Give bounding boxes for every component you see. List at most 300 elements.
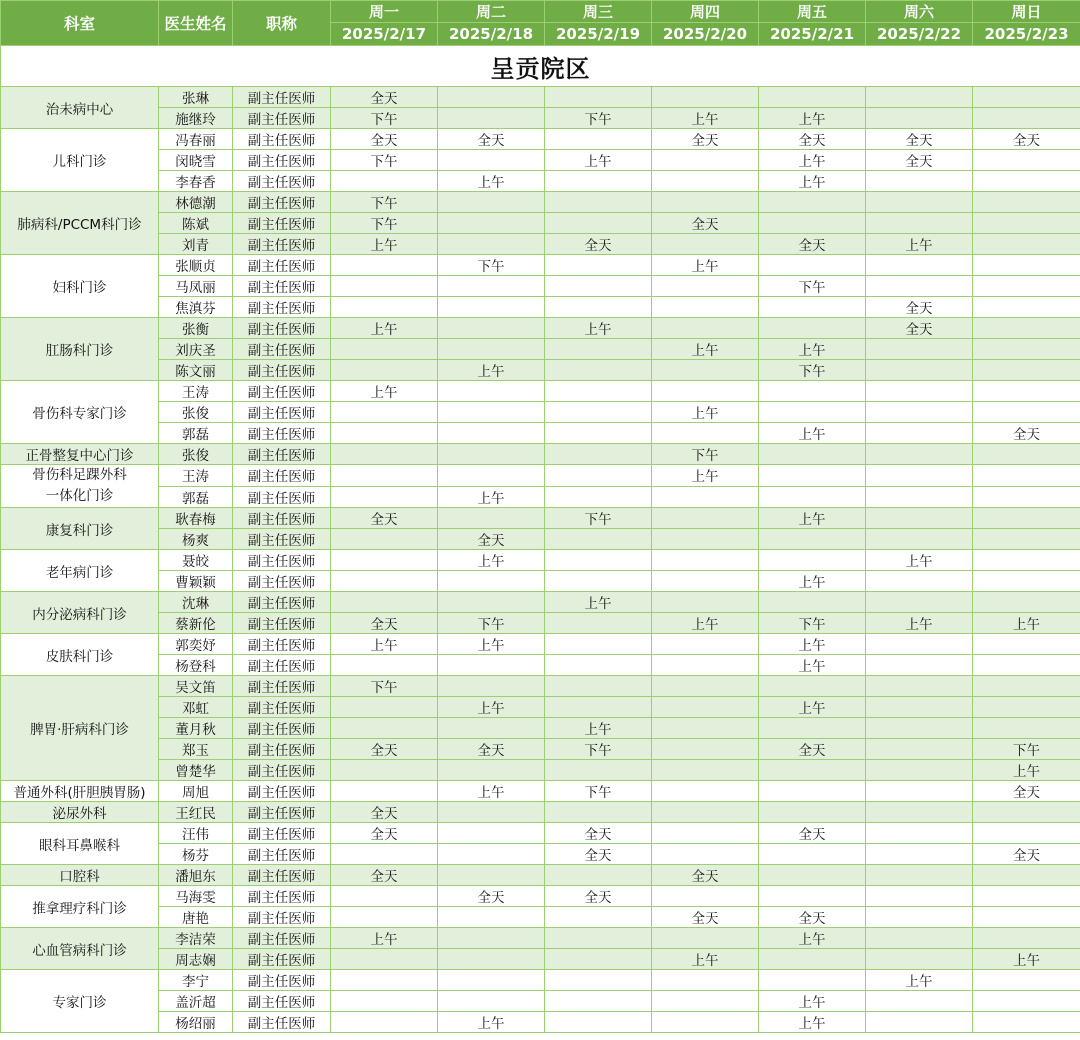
doctor-title: 副主任医师	[233, 297, 331, 318]
doctor-title: 副主任医师	[233, 970, 331, 991]
dept-cell: 妇科门诊	[1, 255, 159, 318]
schedule-slot: 全天	[652, 129, 759, 150]
doctor-name: 刘庆圣	[159, 339, 233, 360]
schedule-slot	[331, 970, 438, 991]
schedule-slot: 全天	[545, 886, 652, 907]
table-row	[1, 150, 1080, 171]
schedule-slot: 上午	[438, 550, 545, 571]
schedule-slot: 全天	[759, 234, 866, 255]
schedule-slot	[652, 886, 759, 907]
schedule-slot	[331, 1012, 438, 1033]
schedule-slot	[866, 844, 973, 865]
header-weekday: 周三	[545, 1, 652, 23]
doctor-title: 副主任医师	[233, 949, 331, 970]
schedule-slot	[652, 360, 759, 381]
table-row	[1, 634, 1080, 655]
schedule-slot: 上午	[759, 423, 866, 444]
schedule-slot: 上午	[331, 381, 438, 402]
schedule-slot: 全天	[545, 234, 652, 255]
schedule-slot	[545, 1012, 652, 1033]
schedule-slot	[866, 886, 973, 907]
doctor-title: 副主任医师	[233, 339, 331, 360]
dept-cell: 脾胃·肝病科门诊	[1, 676, 159, 781]
doctor-name: 林德潮	[159, 192, 233, 213]
schedule-slot	[973, 192, 1080, 213]
schedule-slot	[973, 234, 1080, 255]
schedule-slot	[973, 550, 1080, 571]
schedule-slot: 全天	[438, 739, 545, 760]
table-row	[1, 360, 1080, 381]
schedule-slot	[331, 276, 438, 297]
schedule-slot	[438, 865, 545, 886]
schedule-slot	[331, 297, 438, 318]
schedule-slot: 全天	[652, 865, 759, 886]
doctor-title: 副主任医师	[233, 87, 331, 108]
schedule-slot	[866, 276, 973, 297]
schedule-slot: 全天	[652, 213, 759, 234]
doctor-title: 副主任医师	[233, 571, 331, 592]
doctor-title: 副主任医师	[233, 739, 331, 760]
table-row	[1, 171, 1080, 192]
schedule-slot: 全天	[973, 844, 1080, 865]
doctor-name: 盖沂超	[159, 991, 233, 1012]
schedule-slot	[438, 802, 545, 823]
schedule-slot	[973, 339, 1080, 360]
schedule-slot	[759, 297, 866, 318]
schedule-slot	[438, 655, 545, 676]
schedule-slot	[652, 697, 759, 718]
table-row	[1, 886, 1080, 907]
schedule-slot: 全天	[866, 318, 973, 339]
schedule-slot	[866, 634, 973, 655]
schedule-slot	[759, 949, 866, 970]
dept-cell: 专家门诊	[1, 970, 159, 1033]
header-weekday: 周六	[866, 1, 973, 23]
schedule-slot: 上午	[652, 255, 759, 276]
schedule-slot: 下午	[973, 739, 1080, 760]
dept-cell: 推拿理疗科门诊	[1, 886, 159, 928]
dept-name-line: 骨伤科足踝外科	[32, 467, 127, 483]
schedule-slot: 下午	[759, 276, 866, 297]
schedule-slot	[973, 991, 1080, 1012]
schedule-slot	[759, 318, 866, 339]
schedule-slot	[438, 192, 545, 213]
schedule-slot: 下午	[545, 108, 652, 129]
schedule-slot	[545, 970, 652, 991]
schedule-slot	[759, 381, 866, 402]
schedule-slot	[652, 781, 759, 802]
schedule-slot	[652, 655, 759, 676]
schedule-slot	[866, 423, 973, 444]
schedule-slot	[438, 318, 545, 339]
doctor-title: 副主任医师	[233, 129, 331, 150]
schedule-slot	[973, 571, 1080, 592]
doctor-title: 副主任医师	[233, 360, 331, 381]
table-row	[1, 508, 1080, 529]
schedule-slot: 上午	[866, 970, 973, 991]
schedule-slot	[759, 970, 866, 991]
schedule-slot	[652, 718, 759, 739]
doctor-title: 副主任医师	[233, 402, 331, 423]
schedule-slot	[866, 171, 973, 192]
schedule-slot	[438, 991, 545, 1012]
schedule-slot: 全天	[331, 613, 438, 634]
schedule-slot: 全天	[545, 823, 652, 844]
schedule-slot	[973, 928, 1080, 949]
schedule-slot	[866, 465, 973, 487]
schedule-slot	[438, 381, 545, 402]
dept-cell: 内分泌病科门诊	[1, 592, 159, 634]
doctor-name: 焦滇芬	[159, 297, 233, 318]
schedule-slot	[866, 402, 973, 423]
doctor-title: 副主任医师	[233, 444, 331, 465]
table-row	[1, 1012, 1080, 1033]
schedule-slot	[973, 592, 1080, 613]
header-date: 2025/2/19	[545, 23, 652, 46]
doctor-title: 副主任医师	[233, 886, 331, 907]
table-row	[1, 550, 1080, 571]
schedule-slot	[331, 255, 438, 276]
schedule-slot	[759, 87, 866, 108]
schedule-slot: 上午	[438, 171, 545, 192]
schedule-slot	[866, 676, 973, 697]
schedule-slot	[331, 907, 438, 928]
doctor-name: 曹颖颖	[159, 571, 233, 592]
schedule-slot	[652, 192, 759, 213]
table-row	[1, 444, 1080, 465]
schedule-slot	[759, 718, 866, 739]
schedule-slot	[652, 508, 759, 529]
schedule-slot	[866, 949, 973, 970]
schedule-slot	[331, 718, 438, 739]
schedule-slot: 下午	[652, 444, 759, 465]
doctor-name: 马凤丽	[159, 276, 233, 297]
schedule-slot: 上午	[759, 571, 866, 592]
schedule-slot	[973, 171, 1080, 192]
schedule-slot	[652, 276, 759, 297]
doctor-name: 曾楚华	[159, 760, 233, 781]
schedule-slot: 全天	[973, 781, 1080, 802]
schedule-slot: 上午	[545, 318, 652, 339]
schedule-slot	[438, 87, 545, 108]
schedule-slot	[331, 171, 438, 192]
doctor-title: 副主任医师	[233, 255, 331, 276]
schedule-slot	[973, 465, 1080, 487]
dept-cell: 治未病中心	[1, 87, 159, 129]
doctor-name: 施继玲	[159, 108, 233, 129]
schedule-slot	[652, 529, 759, 550]
doctor-title: 副主任医师	[233, 276, 331, 297]
schedule-slot	[652, 739, 759, 760]
table-row	[1, 676, 1080, 697]
doctor-name: 张俊	[159, 444, 233, 465]
header-doctor: 医生姓名	[159, 1, 233, 46]
schedule-slot	[973, 529, 1080, 550]
schedule-slot	[438, 465, 545, 487]
doctor-name: 刘青	[159, 234, 233, 255]
schedule-slot: 上午	[652, 949, 759, 970]
schedule-slot	[545, 634, 652, 655]
schedule-slot	[438, 297, 545, 318]
schedule-slot	[331, 529, 438, 550]
schedule-slot	[973, 970, 1080, 991]
schedule-slot: 全天	[866, 297, 973, 318]
header-title: 职称	[233, 1, 331, 46]
schedule-slot	[759, 550, 866, 571]
doctor-title: 副主任医师	[233, 991, 331, 1012]
schedule-slot	[438, 571, 545, 592]
schedule-slot: 全天	[331, 823, 438, 844]
schedule-slot	[545, 171, 652, 192]
doctor-title: 副主任医师	[233, 550, 331, 571]
schedule-slot: 上午	[759, 697, 866, 718]
schedule-slot: 全天	[866, 150, 973, 171]
schedule-slot: 上午	[438, 1012, 545, 1033]
schedule-slot: 上午	[545, 150, 652, 171]
doctor-title: 副主任医师	[233, 108, 331, 129]
schedule-slot	[973, 697, 1080, 718]
doctor-name: 杨芬	[159, 844, 233, 865]
schedule-slot	[331, 781, 438, 802]
header-date: 2025/2/23	[973, 23, 1080, 46]
schedule-slot	[759, 529, 866, 550]
table-row	[1, 529, 1080, 550]
schedule-slot	[652, 87, 759, 108]
doctor-name: 唐艳	[159, 907, 233, 928]
schedule-slot	[759, 760, 866, 781]
schedule-slot	[759, 676, 866, 697]
schedule-slot: 上午	[866, 613, 973, 634]
schedule-slot	[973, 381, 1080, 402]
table-row	[1, 108, 1080, 129]
schedule-slot	[331, 486, 438, 508]
schedule-slot: 下午	[545, 781, 652, 802]
header-dept: 科室	[1, 1, 159, 46]
doctor-name: 张衡	[159, 318, 233, 339]
schedule-slot	[438, 508, 545, 529]
doctor-title: 副主任医师	[233, 529, 331, 550]
schedule-slot: 下午	[759, 613, 866, 634]
doctor-name: 周旭	[159, 781, 233, 802]
schedule-slot: 全天	[652, 907, 759, 928]
table-row	[1, 339, 1080, 360]
doctor-title: 副主任医师	[233, 1012, 331, 1033]
doctor-title: 副主任医师	[233, 865, 331, 886]
doctor-title: 副主任医师	[233, 234, 331, 255]
doctor-name: 沈琳	[159, 592, 233, 613]
schedule-slot: 上午	[652, 465, 759, 487]
schedule-slot	[331, 571, 438, 592]
schedule-slot	[973, 87, 1080, 108]
schedule-slot	[652, 423, 759, 444]
schedule-slot	[545, 613, 652, 634]
schedule-slot	[973, 718, 1080, 739]
schedule-slot	[759, 844, 866, 865]
schedule-slot	[759, 465, 866, 487]
doctor-name: 潘旭东	[159, 865, 233, 886]
doctor-title: 副主任医师	[233, 907, 331, 928]
doctor-name: 李洁荣	[159, 928, 233, 949]
schedule-slot	[438, 592, 545, 613]
doctor-name: 李宁	[159, 970, 233, 991]
schedule-slot	[866, 1012, 973, 1033]
schedule-slot	[973, 802, 1080, 823]
doctor-title: 副主任医师	[233, 655, 331, 676]
schedule-slot	[866, 508, 973, 529]
schedule-slot	[545, 907, 652, 928]
schedule-slot	[973, 150, 1080, 171]
schedule-slot	[759, 444, 866, 465]
header-weekday: 周二	[438, 1, 545, 23]
doctor-title: 副主任医师	[233, 760, 331, 781]
schedule-slot	[652, 150, 759, 171]
table-header	[1, 1, 1080, 46]
table-row	[1, 760, 1080, 781]
table-row	[1, 571, 1080, 592]
doctor-name: 闵晓雪	[159, 150, 233, 171]
schedule-slot	[652, 550, 759, 571]
schedule-slot	[652, 970, 759, 991]
doctor-name: 李春香	[159, 171, 233, 192]
table-row	[1, 907, 1080, 928]
schedule-slot	[438, 444, 545, 465]
schedule-slot	[331, 844, 438, 865]
schedule-slot	[545, 760, 652, 781]
schedule-slot	[866, 255, 973, 276]
schedule-slot	[545, 928, 652, 949]
schedule-slot	[438, 844, 545, 865]
doctor-name: 郑玉	[159, 739, 233, 760]
schedule-slot	[545, 697, 652, 718]
schedule-slot: 全天	[438, 886, 545, 907]
schedule-slot	[973, 108, 1080, 129]
schedule-slot	[759, 802, 866, 823]
table-row	[1, 613, 1080, 634]
table-row	[1, 781, 1080, 802]
table-row	[1, 402, 1080, 423]
schedule-slot	[866, 655, 973, 676]
schedule-slot: 上午	[438, 486, 545, 508]
table-row	[1, 928, 1080, 949]
table-body	[1, 87, 1080, 1033]
schedule-slot: 上午	[652, 108, 759, 129]
schedule-slot: 下午	[759, 360, 866, 381]
header-weekday: 周日	[973, 1, 1080, 23]
doctor-title: 副主任医师	[233, 718, 331, 739]
doctor-name: 杨绍丽	[159, 1012, 233, 1033]
schedule-slot: 上午	[759, 1012, 866, 1033]
schedule-slot	[759, 781, 866, 802]
schedule-slot	[866, 697, 973, 718]
schedule-slot	[866, 991, 973, 1012]
doctor-title: 副主任医师	[233, 592, 331, 613]
schedule-slot: 下午	[331, 108, 438, 129]
schedule-slot: 全天	[331, 802, 438, 823]
schedule-slot	[973, 634, 1080, 655]
schedule-slot: 上午	[759, 928, 866, 949]
doctor-title: 副主任医师	[233, 781, 331, 802]
doctor-name: 马海雯	[159, 886, 233, 907]
table-row	[1, 718, 1080, 739]
header-date: 2025/2/18	[438, 23, 545, 46]
table-row	[1, 697, 1080, 718]
schedule-slot	[545, 213, 652, 234]
doctor-name: 冯春丽	[159, 129, 233, 150]
schedule-slot	[973, 444, 1080, 465]
schedule-slot: 下午	[545, 739, 652, 760]
schedule-slot	[866, 108, 973, 129]
doctor-title: 副主任医师	[233, 381, 331, 402]
schedule-slot	[438, 928, 545, 949]
doctor-name: 王红民	[159, 802, 233, 823]
doctor-name: 陈斌	[159, 213, 233, 234]
schedule-slot	[331, 550, 438, 571]
schedule-slot	[759, 213, 866, 234]
doctor-name: 蔡新伦	[159, 613, 233, 634]
schedule-slot	[545, 529, 652, 550]
schedule-slot: 上午	[331, 234, 438, 255]
schedule-slot	[973, 297, 1080, 318]
doctor-name: 陈文丽	[159, 360, 233, 381]
schedule-slot: 全天	[759, 907, 866, 928]
schedule-slot	[331, 655, 438, 676]
schedule-slot	[866, 718, 973, 739]
schedule-slot	[866, 928, 973, 949]
schedule-slot	[438, 108, 545, 129]
schedule-slot	[973, 318, 1080, 339]
schedule-slot	[866, 907, 973, 928]
doctor-name: 王涛	[159, 465, 233, 487]
schedule-slot	[545, 444, 652, 465]
schedule-slot: 全天	[759, 739, 866, 760]
header-date: 2025/2/22	[866, 23, 973, 46]
schedule-slot: 上午	[438, 781, 545, 802]
doctor-name: 周志娴	[159, 949, 233, 970]
schedule-slot	[652, 802, 759, 823]
schedule-slot: 上午	[652, 613, 759, 634]
schedule-slot	[331, 465, 438, 487]
schedule-slot: 下午	[545, 508, 652, 529]
schedule-slot	[331, 423, 438, 444]
schedule-slot	[759, 592, 866, 613]
schedule-slot: 下午	[438, 255, 545, 276]
schedule-slot	[866, 360, 973, 381]
schedule-slot: 上午	[331, 318, 438, 339]
schedule-slot: 上午	[652, 339, 759, 360]
dept-cell: 儿科门诊	[1, 129, 159, 192]
schedule-slot: 全天	[331, 129, 438, 150]
schedule-slot	[438, 339, 545, 360]
schedule-slot	[545, 276, 652, 297]
schedule-slot	[545, 676, 652, 697]
schedule-slot: 下午	[438, 613, 545, 634]
schedule-slot	[652, 318, 759, 339]
doctor-title: 副主任医师	[233, 465, 331, 487]
schedule-slot: 上午	[331, 928, 438, 949]
schedule-slot	[973, 402, 1080, 423]
dept-cell: 肛肠科门诊	[1, 318, 159, 381]
schedule-slot	[759, 865, 866, 886]
doctor-name: 汪伟	[159, 823, 233, 844]
doctor-name: 郭磊	[159, 486, 233, 508]
table-row	[1, 381, 1080, 402]
schedule-slot	[331, 444, 438, 465]
schedule-slot	[759, 255, 866, 276]
schedule-slot	[545, 550, 652, 571]
schedule-slot	[331, 697, 438, 718]
schedule-slot	[652, 844, 759, 865]
schedule-slot: 全天	[759, 129, 866, 150]
